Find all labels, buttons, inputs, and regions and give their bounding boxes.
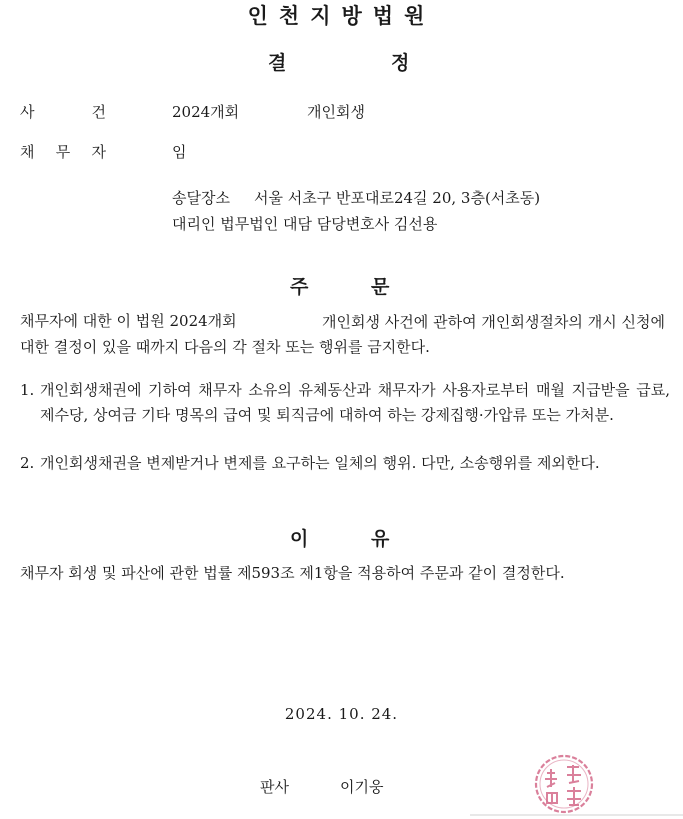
- service-address: 서울 서초구 반포대로24길 20, 3층(서초동): [254, 189, 541, 207]
- case-label: 사 건: [20, 103, 106, 121]
- reason-heading-right: 유: [371, 528, 390, 550]
- order-heading-left: 주: [290, 276, 309, 298]
- case-number: 2024개회: [172, 103, 240, 121]
- order-intro-part2: 개인회생 사건에 관하여 개인회생절차의 개시 신청에 대한 결정이 있을 때까지 다음의 각 절차 또는 행위를 금지한다.: [20, 313, 665, 356]
- reason-heading-left: 이: [290, 528, 309, 550]
- reason-text: 채무자 회생 및 파산에 관한 법률 제593조 제1항을 적용하여 주문과 같이 결정한다.: [20, 564, 565, 582]
- order-item-text: 개인회생채권에 기하여 채무자 소유의 유체동산과 채무자가 사용자로부터 매월 지급받을 급료, 제수당, 상여금 기타 명목의 급여 및 퇴직금에 대하여 하는 강제집행·가압류 또는 가처분.: [40, 381, 670, 424]
- judge-title: 판사: [260, 778, 289, 796]
- doc-title-left: 결: [268, 52, 287, 74]
- seal-graphic: [533, 753, 595, 815]
- judge-name: 이기웅: [340, 778, 384, 796]
- order-intro-part1: 채무자에 대한 이 법원 2024개회: [20, 312, 237, 330]
- agent-line: 대리인 법무법인 대담 담당변호사 김선용: [172, 215, 438, 233]
- signature-divider: [470, 814, 683, 816]
- decision-date: 2024. 10. 24.: [284, 705, 399, 723]
- order-heading-right: 문: [371, 276, 390, 298]
- court-seal-icon: [533, 753, 595, 815]
- order-item: [20, 378, 670, 453]
- debtor-label: 채 무 자: [20, 143, 106, 161]
- court-name: 인천지방법원: [247, 4, 436, 28]
- order-item-number: 1.: [20, 381, 35, 399]
- order-item: [20, 451, 660, 501]
- debtor-name: 임: [172, 143, 187, 161]
- doc-title-right: 정: [391, 52, 410, 74]
- order-item-text: 개인회생채권을 변제받거나 변제를 요구하는 일체의 행위. 다만, 소송행위를 제외한다.: [40, 454, 600, 472]
- order-item-number: 2.: [20, 454, 35, 472]
- case-type: 개인회생: [307, 103, 365, 121]
- service-label: 송달장소: [172, 189, 230, 207]
